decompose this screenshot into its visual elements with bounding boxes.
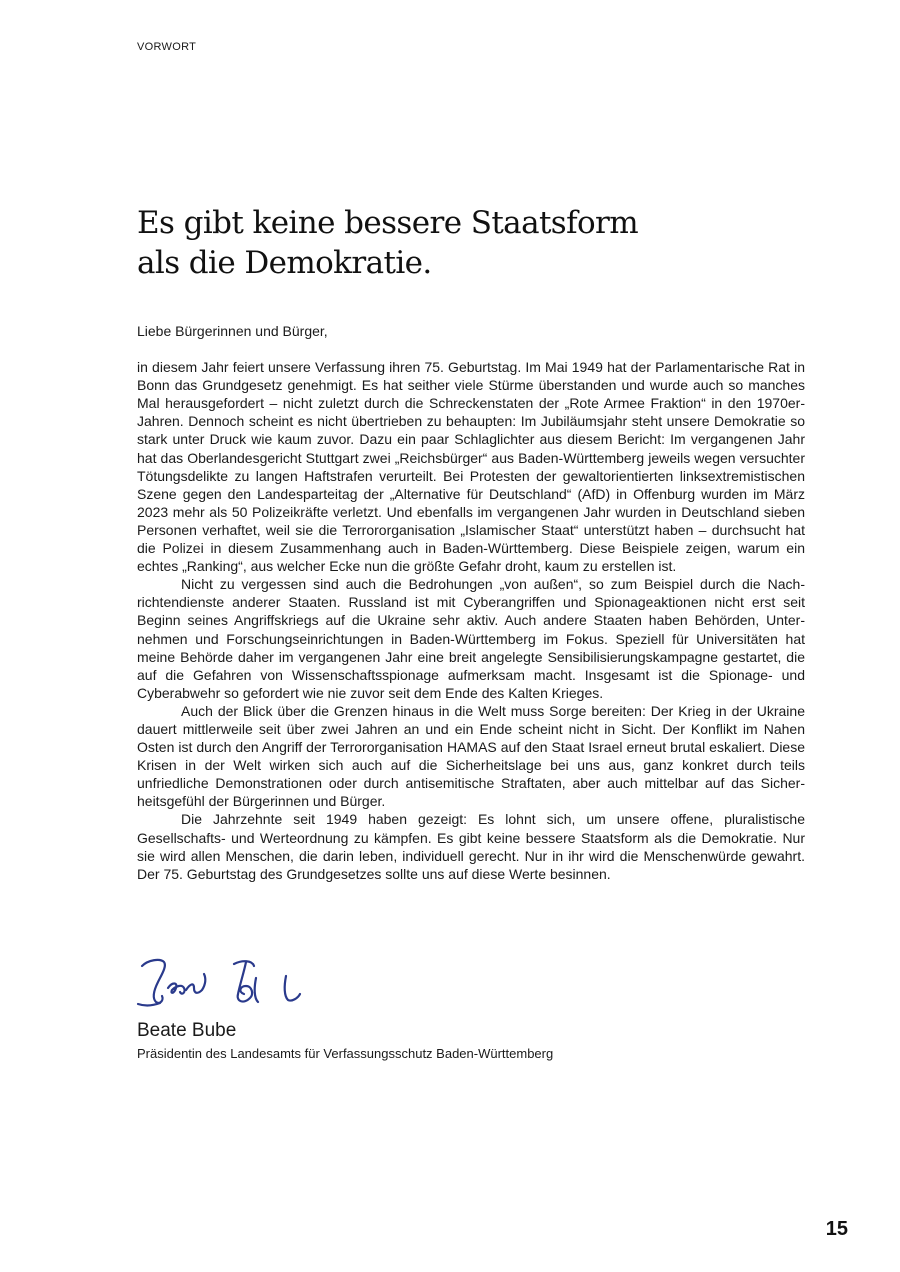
paragraph-4: Die Jahrzehnte seit 1949 haben gezeigt: Es lohnt sich, um unsere offene, pluralistische Gesellschafts- und Werteordnung zu kämpfen. Es gibt keine bessere Staatsform als die Demokratie. Nur sie wird allen Menschen, die darin leben, individuell gerecht. Nur in ihr wird die Menschenwürde gewahrt. Der 75. Geburtstag des Grundgesetzes sollte uns auf diese Werte besinnen. (137, 811, 805, 882)
salutation: Liebe Bürgerinnen und Bürger, (137, 323, 328, 339)
paragraph-1: in diesem Jahr feiert unsere Verfassung ihren 75. Geburtstag. Im Mai 1949 hat der Parlamentarische Rat in Bonn das Grundgesetz genehmigt. Es hat seither viele Stürme überstanden und wurde auch so manches Mal herausgefordert – nicht zuletzt durch die Schreckenstaten der „Rote Armee Fraktion“ in den 1970er-Jahren. Dennoch scheint es nicht übertrieben zu behaupten: Im Jubiläumsjahr steht unsere Demokratie so stark unter Druck wie kaum zuvor. Dazu ein paar Schlaglichter aus diesem Bericht: Im vergangenen Jahr hat das Oberlandesgericht Stuttgart zwei „Reichsbürger“ aus Baden-Württemberg jeweils wegen versuchter Tötungsdelikte zu langen Haftstrafen verurteilt. Bei Protesten der gewaltorientierten linksextremistischen Szene gegen den Landesparteitag der „Alternative für Deutschland“ (AfD) in Offenburg wurden im März 2023 mehr als 50 Polizeikräfte verletzt. Und ebenfalls im vergangenen Jahr wurden in Deutschland sieben Personen verhaftet, weil sie die Terrororganisation „Islamischer Staat“ unterstützt haben – durchsucht hat die Polizei in diesem Zusammenhang auch in Baden-Württemberg. Diese Beispiele zeigen, warum ein echtes „Ranking“, aus welcher Ecke nun die größte Gefahr droht, kaum zu erstellen ist. (137, 359, 805, 575)
title-line-1: Es gibt keine bessere Staatsform (137, 205, 639, 241)
signer-role: Präsidentin des Landesamts für Verfassungsschutz Baden-Württemberg (137, 1046, 554, 1061)
foreword-body (137, 322, 805, 883)
paragraph-2: Nicht zu vergessen sind auch die Bedrohungen „von außen“, so zum Beispiel durch die Nachrichtendienste anderer Staaten. Russland ist mit Cyberangriffen und Spionageaktionen nicht erst seit Beginn seines Angriffskriegs auf die Ukraine sehr aktiv. Auch andere Staaten haben Behörden, Unternehmen und Forschungseinrichtungen in Baden-Württemberg im Fokus. Speziell für Universitäten hat meine Behörde daher im vergangenen Jahr eine breit angelegte Sensibilisierungskampagne gestartet, die auf die Gefahren von Wissenschaftsspionage aufmerksam macht. Insgesamt ist die Spionage- und Cyberabwehr so gefordert wie nie zuvor seit dem Ende des Kalten Krieges. (137, 576, 805, 701)
signer-name: Beate Bube (137, 1020, 237, 1041)
page-number: 15 (825, 1218, 848, 1240)
section-label: VORWORT (137, 41, 197, 53)
title-line-2: als die Demokratie. (137, 245, 432, 281)
page-title (137, 203, 737, 283)
handwritten-signature (134, 948, 324, 1012)
paragraph-3: Auch der Blick über die Grenzen hinaus in die Welt muss Sorge bereiten: Der Krieg in der Ukraine dauert mittlerweile seit über zwei Jahren an und ein Ende scheint nicht in Sicht. Der Konflikt im Nahen Osten ist durch den Angriff der Terrororganisation HAMAS auf den Staat Israel erneut brutal eskaliert. Diese Krisen in der Welt wirken sich auch auf die Sicherheitslage bei uns aus, ganz konkret durch teils unfriedliche Demonstrationen oder durch antisemitische Straftaten, aber auch mittelbar auf das Sicherheitsgefühl der Bürgerinnen und Bürger. (137, 702, 805, 810)
